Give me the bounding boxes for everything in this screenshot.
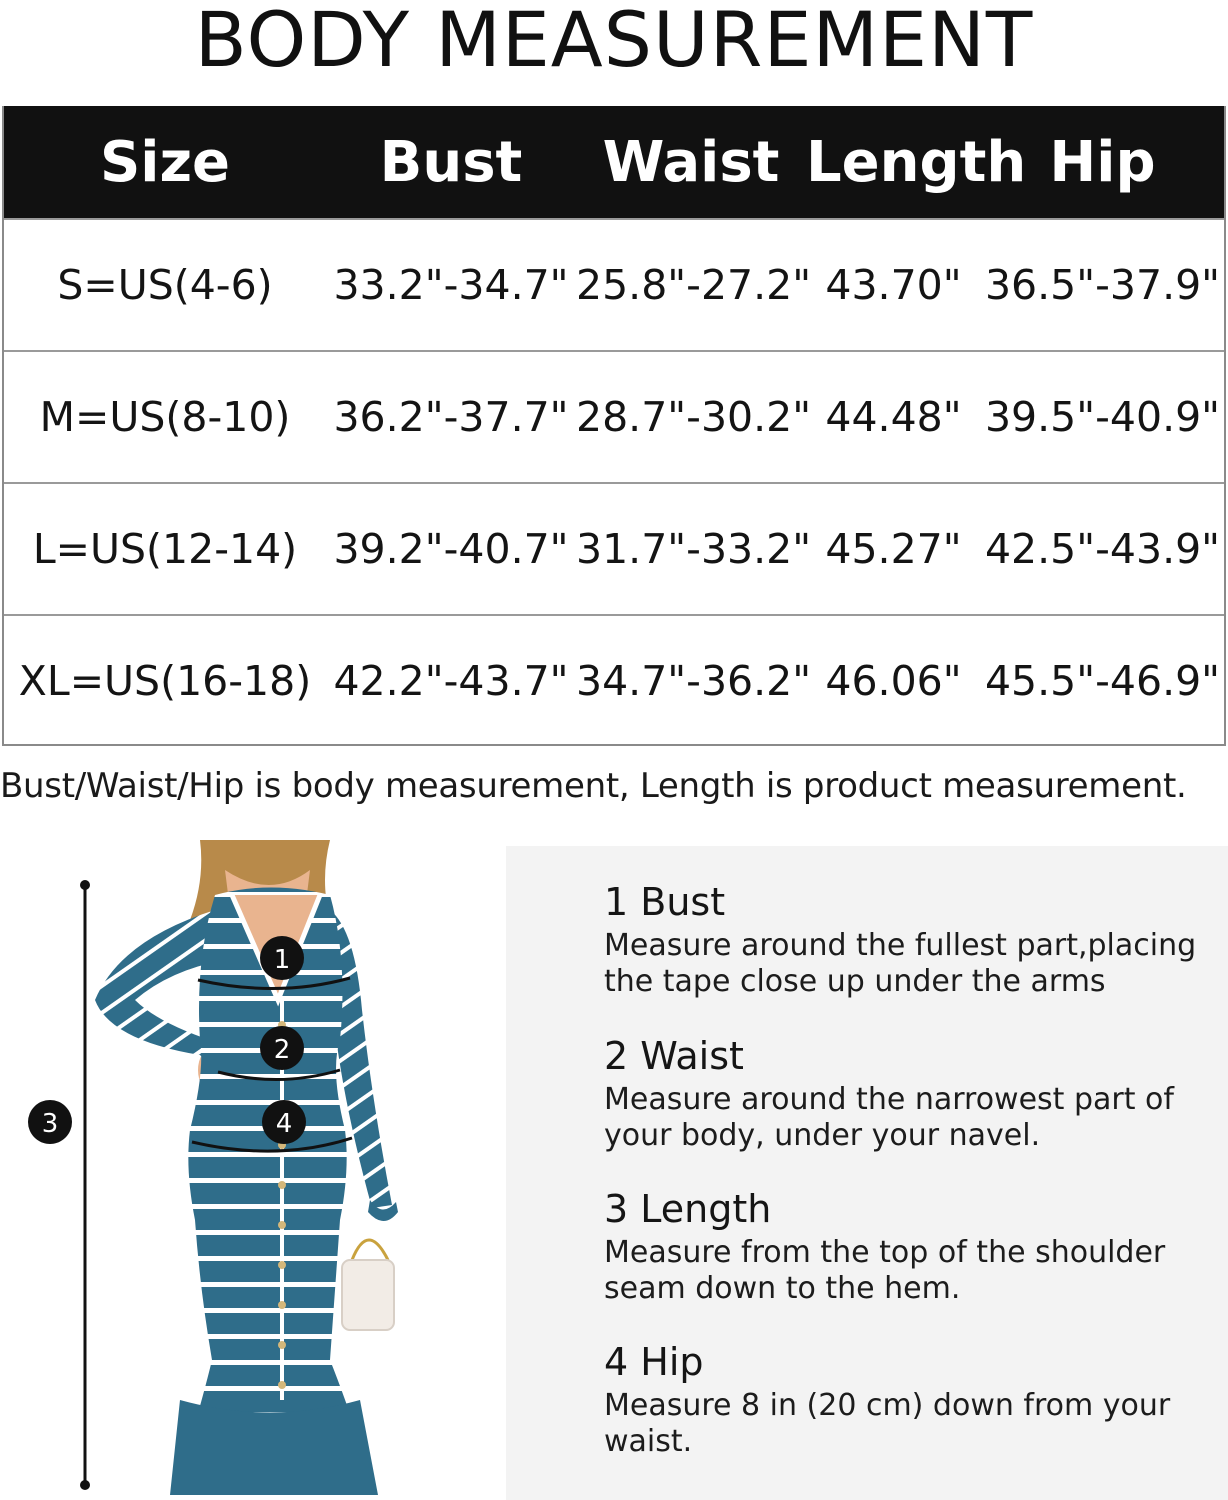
cell-hip: 42.5"-43.9" — [984, 525, 1221, 573]
cell-bust: 33.2"-34.7" — [333, 261, 569, 309]
cell-length: 45.27" — [825, 525, 962, 573]
marker-4 — [262, 1100, 306, 1144]
svg-text:1: 1 — [273, 945, 291, 975]
cell-bust: 39.2"-40.7" — [333, 525, 569, 573]
cell-waist: 31.7"-33.2" — [576, 525, 812, 573]
bag-strap — [352, 1240, 388, 1260]
table-row — [4, 482, 1224, 614]
length-line-bottom — [80, 1480, 90, 1490]
cell-bust: 36.2"-37.7" — [333, 393, 569, 441]
size-table — [2, 106, 1226, 746]
table-row — [4, 350, 1224, 482]
header-hip: Hip — [1049, 129, 1156, 195]
marker-1 — [260, 936, 304, 980]
cell-size: XL=US(16-18) — [18, 657, 312, 705]
cell-waist: 34.7"-36.2" — [576, 657, 812, 705]
guide-heading: 4 Hip — [604, 1340, 704, 1384]
cell-size: M=US(8-10) — [39, 393, 291, 441]
svg-text:4: 4 — [275, 1109, 293, 1139]
measurement-note: Bust/Waist/Hip is body measurement, Length is product measurement. — [0, 766, 1187, 806]
cell-bust: 42.2"-43.7" — [333, 657, 569, 705]
length-line-top — [80, 880, 90, 890]
guide-bust — [604, 880, 1224, 1000]
header-length: Length — [806, 129, 1027, 195]
header-waist: Waist — [602, 129, 780, 195]
guide-waist — [604, 1034, 1224, 1154]
marker-3 — [28, 1100, 72, 1144]
measurement-guide — [506, 846, 1228, 1500]
table-row — [4, 218, 1224, 350]
dress-illustration — [0, 840, 505, 1500]
guide-hip — [604, 1340, 1224, 1460]
svg-text:3: 3 — [41, 1109, 59, 1139]
guide-length — [604, 1187, 1224, 1307]
marker-2 — [260, 1026, 304, 1070]
cell-length: 44.48" — [825, 393, 962, 441]
cell-length: 43.70" — [825, 261, 962, 309]
cell-hip: 39.5"-40.9" — [984, 393, 1221, 441]
cell-waist: 25.8"-27.2" — [576, 261, 812, 309]
guide-text: Measure around the fullest part,placing the tape close up under the arms — [604, 928, 1197, 999]
header-bust: Bust — [379, 129, 523, 195]
guide-heading: 3 Length — [604, 1187, 772, 1231]
guide-heading: 2 Waist — [604, 1034, 744, 1078]
header-size: Size — [99, 129, 231, 195]
ruffle-hem — [170, 1400, 378, 1495]
table-row — [4, 614, 1224, 746]
dress-figure — [0, 840, 505, 1500]
svg-text:2: 2 — [273, 1035, 291, 1065]
table-header — [4, 106, 1224, 218]
cell-size: L=US(12-14) — [32, 525, 298, 573]
guide-text: Measure 8 in (20 cm) down from your waist. — [604, 1388, 1171, 1459]
cell-hip: 36.5"-37.9" — [984, 261, 1221, 309]
cell-hip: 45.5"-46.9" — [984, 657, 1221, 705]
page-title: BODY MEASUREMENT — [194, 0, 1034, 84]
cell-length: 46.06" — [825, 657, 962, 705]
cell-size: S=US(4-6) — [57, 261, 273, 309]
guide-text: Measure from the top of the shoulder seam down to the hem. — [604, 1235, 1166, 1306]
handbag — [342, 1260, 394, 1330]
cell-waist: 28.7"-30.2" — [576, 393, 812, 441]
guide-text: Measure around the narrowest part of your body, under your navel. — [604, 1082, 1174, 1153]
guide-heading: 1 Bust — [604, 880, 726, 924]
